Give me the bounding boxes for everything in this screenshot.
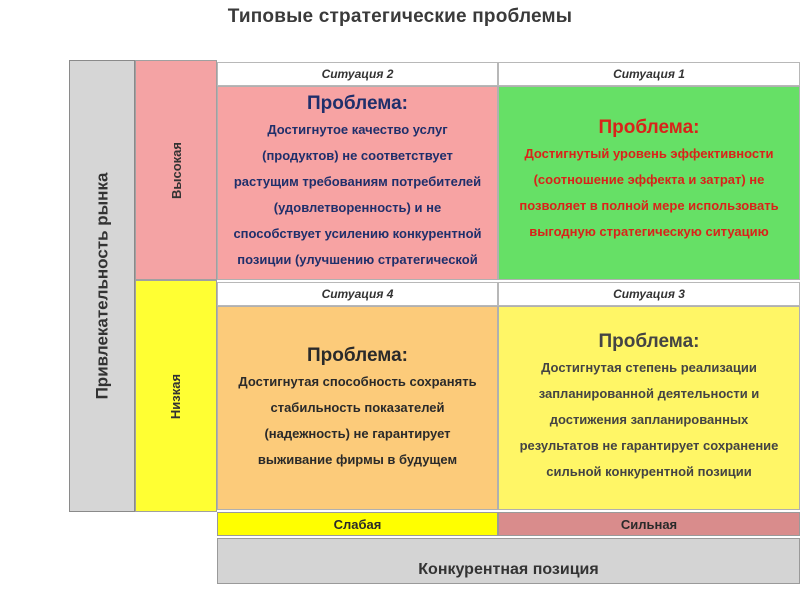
situation-2-cell: [217, 86, 498, 280]
problem-line: Достигнутое качество услуг: [267, 122, 448, 137]
problem-line: стабильность показателей: [270, 400, 445, 415]
problem-line: способствует усилению конкурентной: [233, 226, 482, 241]
problem-line: результатов не гарантирует сохранение: [519, 438, 779, 453]
problem-line: Достигнутая степень реализации: [541, 360, 757, 375]
problem-line: достижения запланированных: [549, 412, 749, 427]
problem-line: выгодную стратегическую ситуацию: [529, 224, 769, 239]
x-axis-label: Конкурентная позиция: [217, 538, 800, 584]
problem-line: (продуктов) не соответствует: [262, 148, 453, 163]
problem-line: сильной конкурентной позиции: [546, 464, 752, 479]
problem-line: (надежность) не гарантирует: [264, 426, 451, 441]
problem-line: растущим требованиям потребителей: [233, 174, 482, 189]
y-axis-label: Привлекательность рынка: [92, 172, 112, 400]
problem-title: Проблема:: [307, 345, 408, 366]
situation-4-header: Ситуация 4: [217, 282, 498, 306]
problem-title: Проблема:: [307, 93, 408, 114]
problem-line: Достигнутая способность сохранять: [238, 374, 477, 389]
problem-line: выживание фирмы в будущем: [257, 452, 458, 467]
situation-1-cell: [498, 86, 800, 280]
x-category-weak: Слабая: [217, 512, 498, 536]
y-axis-label-container: [69, 60, 135, 512]
page-title: Типовые стратегические проблемы: [227, 6, 573, 27]
situation-1-header: Ситуация 1: [498, 62, 800, 86]
level-high-label: Высокая: [168, 141, 184, 199]
level-low: [135, 280, 217, 512]
problem-description: [520, 355, 779, 485]
problem-line: позиции (улучшению стратегической: [237, 252, 478, 267]
problem-line: Достигнутый уровень эффективности: [524, 146, 774, 161]
situation-3-cell: [498, 306, 800, 510]
problem-description: [238, 369, 476, 473]
problem-title: Проблема:: [598, 331, 700, 352]
level-low-label: Низкая: [168, 373, 184, 419]
problem-line: позволяет в полной мере использовать: [519, 198, 779, 213]
problem-line: (соотношение эффекта и затрат) не: [533, 172, 765, 187]
situation-3-header: Ситуация 3: [498, 282, 800, 306]
problem-description: [519, 141, 778, 245]
problem-description: [233, 117, 481, 273]
x-category-strong: Сильная: [498, 512, 800, 536]
situation-4-cell: [217, 306, 498, 510]
situation-2-header: Ситуация 2: [217, 62, 498, 86]
problem-line: (удовлетворенность) и не: [273, 200, 442, 215]
problem-title: Проблема:: [598, 117, 700, 138]
problem-line: запланированной деятельности и: [538, 386, 760, 401]
level-high: [135, 60, 217, 280]
